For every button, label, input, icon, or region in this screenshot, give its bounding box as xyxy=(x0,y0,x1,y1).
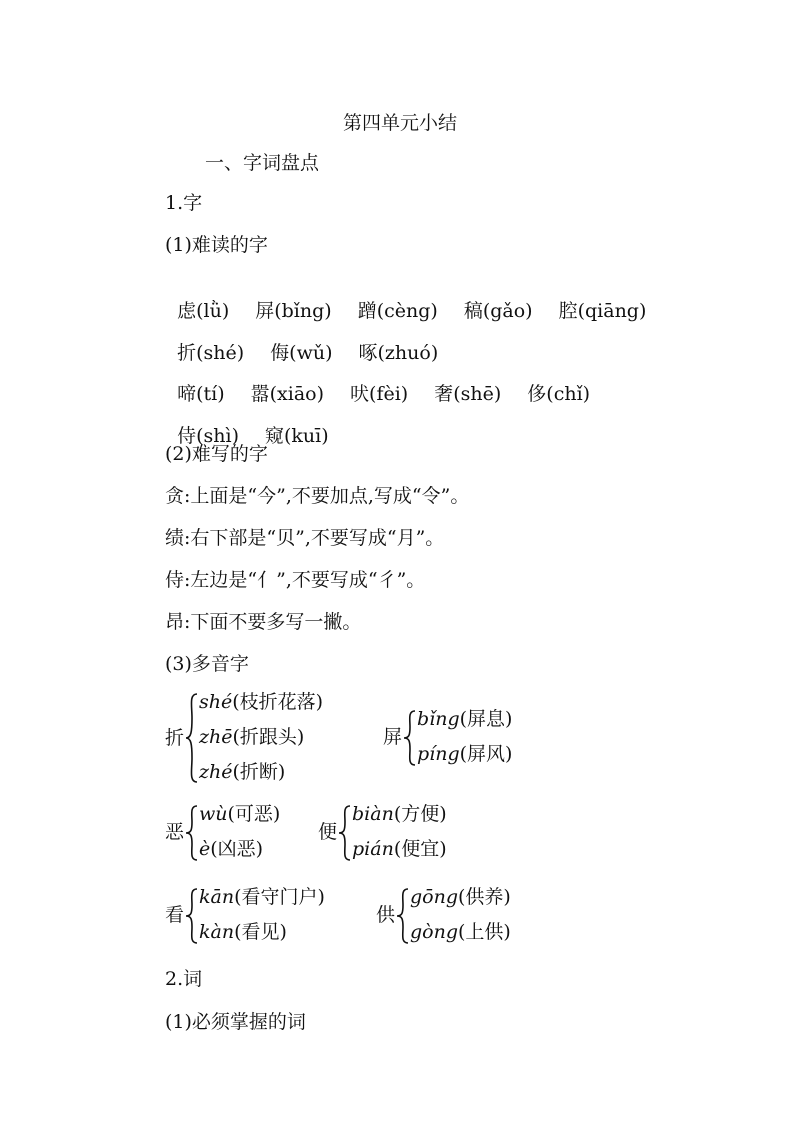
polyphone-heading: (3)多音字 xyxy=(165,653,249,675)
hard-write-line: 侍:左边是“亻”,不要写成“彳”。 xyxy=(165,569,426,591)
hard-write-line: 贪:上面是“今”,不要加点,写成“令”。 xyxy=(165,485,470,507)
polyphone-reading: bǐng(屏息) xyxy=(417,708,513,730)
brace-icon xyxy=(338,804,352,862)
polyphone-char: 便 xyxy=(318,821,338,843)
hard-write-line: 绩:右下部是“贝”,不要写成“月”。 xyxy=(165,527,445,549)
polyphone-char: 折 xyxy=(165,727,185,749)
pinyin-entry: 屏(bǐng) xyxy=(255,300,332,322)
brace-icon xyxy=(403,709,417,767)
pinyin-entry: 侍(shì) xyxy=(177,425,239,447)
hard-to-read-heading: (1)难读的字 xyxy=(165,234,268,256)
polyphone-reading: zhé(折断) xyxy=(199,761,286,783)
polyphone-reading: kàn(看见) xyxy=(199,921,287,943)
polyphone-char: 屏 xyxy=(383,726,403,748)
hard-read-row xyxy=(165,400,329,448)
pinyin-entry: 奢(shē) xyxy=(434,383,502,405)
pinyin-entry: 侮(wǔ) xyxy=(270,342,333,364)
polyphone-reading: è(凶恶) xyxy=(199,838,264,860)
polyphone-char: 供 xyxy=(376,904,396,926)
polyphone-reading: píng(屏风) xyxy=(417,743,513,765)
pinyin-entry: 腔(qiāng) xyxy=(558,300,647,322)
polyphone-reading: shé(枝折花落) xyxy=(199,691,324,713)
polyphone-reading: wù(可恶) xyxy=(199,803,281,825)
hard-read-row xyxy=(165,275,646,323)
pinyin-entry: 折(shé) xyxy=(177,342,245,364)
brace-icon xyxy=(185,887,199,945)
polyphone-char: 看 xyxy=(165,904,185,926)
brace-icon xyxy=(185,692,199,784)
pinyin-entry: 稿(gǎo) xyxy=(463,300,533,322)
pinyin-entry: 啼(tí) xyxy=(177,383,225,405)
must-master-heading: (1)必须掌握的词 xyxy=(165,1011,306,1033)
polyphone-reading: gòng(上供) xyxy=(410,921,511,943)
pinyin-entry: 侈(chǐ) xyxy=(527,383,591,405)
pinyin-entry: 啄(zhuó) xyxy=(358,342,439,364)
polyphone-reading: kān(看守门户) xyxy=(199,886,325,908)
page-title: 第四单元小结 xyxy=(342,112,457,134)
pinyin-entry: 蹭(cèng) xyxy=(357,300,438,322)
hard-to-write-heading: (2)难写的字 xyxy=(165,443,268,465)
hard-write-line: 昂:下面不要多写一撇。 xyxy=(165,611,362,633)
polyphone-reading: gōng(供养) xyxy=(410,886,511,908)
hard-read-row xyxy=(165,358,590,406)
pinyin-entry: 嚣(xiāo) xyxy=(250,383,325,405)
pinyin-entry: 窥(kuī) xyxy=(264,425,329,447)
subheading-characters: 1.字 xyxy=(165,192,203,214)
polyphone-reading: zhē(折跟头) xyxy=(199,726,305,748)
subheading-words: 2.词 xyxy=(165,968,203,990)
brace-icon xyxy=(185,804,199,862)
brace-icon xyxy=(396,887,410,945)
polyphone-char: 恶 xyxy=(165,821,185,843)
polyphone-reading: biàn(方便) xyxy=(352,803,447,825)
polyphone-reading: pián(便宜) xyxy=(352,838,447,860)
pinyin-entry: 虑(lǜ) xyxy=(177,300,230,322)
pinyin-entry: 吠(fèi) xyxy=(350,383,409,405)
section-heading-words: 一、字词盘点 xyxy=(205,152,320,174)
